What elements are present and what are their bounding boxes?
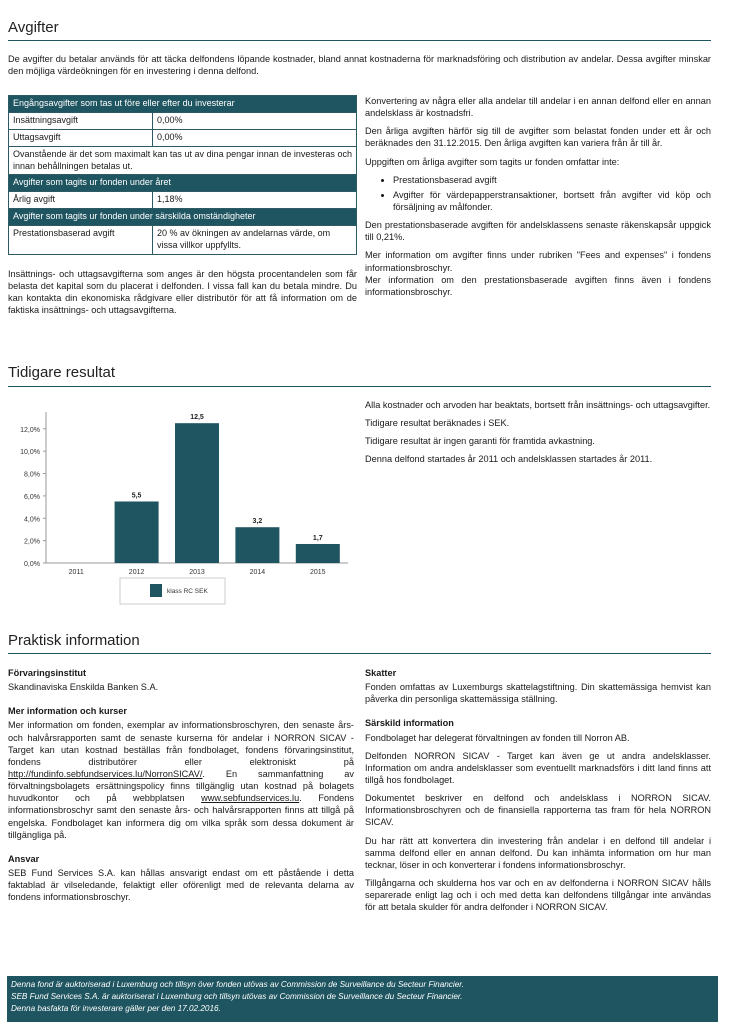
exit-fee-value: 0,00% (153, 129, 357, 146)
bar (175, 423, 219, 563)
bar (235, 527, 279, 563)
sebfundservices-link[interactable]: www.sebfundservices.lu (201, 793, 300, 804)
special-info-5: Tillgångarna och skulderna hos var och en av delfonderna i NORRON SICAV hålls separerade enligt lag och i och med detta kan delfondens tillgångar inte användas för att betala skulder för andra delfonder i NORRON SICAV. (365, 877, 711, 913)
costs-note: Alla kostnader och arvoden har beaktats, bortsett från insättnings- och uttagsavgifter. (365, 400, 711, 410)
x-tick-label: 2015 (310, 569, 326, 576)
data-label: 1,7 (312, 534, 323, 542)
conversion-note: Konvertering av några eller alla andelar till andelar i en annan delfond eller en annan andelsklass är kostnadsfri. (365, 96, 711, 119)
y-tick-label: 2,0% (24, 538, 40, 546)
legend-swatch (150, 584, 162, 597)
fees-below-table: Insättnings- och uttagsavgifterna som anges är den högsta procentandelen som får belasta det kapital som du placerat i delfonden. I vissa fall kan du betala mindre. Du kan kontakta din ekonomiska rådgivare eller distributör för att få information om de faktiska insättnings- och uttagsavgifterna. (8, 269, 357, 316)
footer-line: Denna fond är auktoriserad i Luxemburg och tillsyn över fonden utövas av Commission de Surveillance du Secteur Financier. (11, 980, 464, 989)
y-tick-label: 10,0% (20, 449, 40, 457)
depositary-heading: Förvaringsinstitut (8, 668, 87, 678)
depositary-name: Skandinaviska Enskilda Banken S.A. (8, 682, 159, 693)
oneoff-fees-header: Engångsavgifter som tas ut före eller efter du investerar (9, 96, 357, 113)
past-performance-text (365, 399, 711, 472)
fees-intro: De avgifter du betalar används för att täcka delfondens löpande kostnader, bland annat kostnaderna för marknadsföring och distribution av andelar. Dessa avgifter minskar den möjliga värdeökningen för en investering i denna delfond. (8, 54, 711, 77)
y-tick-label: 4,0% (24, 516, 40, 524)
more-info-part: . Fondens informationsbroschyr samt den senaste års- och halvårsrapporten finns att tillgå på engelska. Fondbolaget kan informera dig om vilka språk som dessa dokument är tillgängliga på. (8, 793, 354, 840)
more-info-heading: Mer information och kurser (8, 706, 127, 717)
section-title-fees: Avgifter (8, 19, 59, 36)
max-fee-note: Ovanstående är det som maximalt kan tas ut av dina pengar innan de investeras och innan behållningen betalas ut. (9, 146, 357, 175)
entry-fee-label: Insättningsavgift (9, 112, 153, 129)
no-guarantee-note: Tidigare resultat är ingen garanti för framtida avkastning. (365, 436, 595, 447)
excluded-intro: Uppgiften om årliga avgifter som tagits ur fonden omfattar inte: (365, 156, 620, 167)
annual-fee-value: 1,18% (153, 192, 357, 209)
fees-right-column (365, 95, 711, 304)
list-item: • Avgifter för värdepapperstransaktioner, bortsett från avgifter vid köp och försäljning av målfonder. (393, 189, 711, 213)
special-info-4: Du har rätt att konvertera din investering från andelar i en delfond till andelar i samma delfond eller en annan delfond. Du kan inhämta information om hur man tecknar, löser in och konverterar i fondens informationsbroschyr. (365, 835, 711, 870)
footer-line: Denna basfakta för investerare gäller per den 17.02.2016. (11, 1003, 221, 1013)
fundinfo-link[interactable]: http://fundinfo.sebfundservices.lu/NorronSICAV/ (8, 768, 203, 779)
liability-text: SEB Fund Services S.A. kan hållas ansvarigt endast om ett påstående i detta faktablad är vilseledande, felaktigt eller oförenligt med de relevanta delarna av fondens informationsbroschyr. (8, 867, 354, 903)
x-tick-label: 2012 (128, 569, 145, 576)
list-item: • Prestationsbaserad avgift (393, 174, 711, 186)
tax-heading: Skatter (365, 668, 397, 678)
more-info-part: . En sammanfattning av förvaltningsbolagets ersättningspolicy finns tillgänglig utan kostnad på bolagets huvudkontor och på webbplatsen (8, 768, 354, 804)
annual-fee-note: Den årliga avgiften härför sig till de avgifter som belastat fonden under ett år och beräknades den 31.12.2015. Den årliga avgiften kan variera från år till år. (365, 126, 711, 149)
section-divider (8, 386, 711, 387)
performance-fee-note: Den prestationsbaserade avgiften för andelsklassens senaste räkenskapsår uppgick till 0,21%. (365, 220, 711, 243)
y-tick-label: 8,0% (24, 471, 40, 479)
data-label: 3,2 (252, 518, 263, 526)
practical-left-column (8, 667, 354, 909)
excluded-list (365, 174, 711, 213)
performance-fee-label: Prestationsbaserad avgift (9, 226, 153, 255)
bar (296, 544, 340, 563)
more-info-text (8, 719, 354, 840)
annual-fees-header: Avgifter som tagits ur fonden under året (9, 175, 357, 192)
section-divider (8, 653, 711, 654)
data-label: 5,5 (131, 492, 142, 500)
special-info-3: Dokumentet beskriver en delfond och andelsklass i NORRON SICAV. Informationsbroschyren och de finansiella rapporterna tas fram för hela NORRON SICAV. (365, 793, 711, 828)
more-info-fees: Mer information om avgifter finns under rubriken "Fees and expenses" i fondens informationsbroschyr. (365, 250, 711, 273)
x-tick-label: 2013 (189, 569, 205, 576)
section-divider (8, 40, 711, 41)
footer-line: SEB Fund Services S.A. är auktoriserat i Luxemburg och tillsyn utövas av Commission de Surveillance du Secteur Financier. (11, 991, 463, 1001)
more-info-performance: Mer information om den prestationsbaserade avgiften finns även i fondens informationsbroschyr. (365, 274, 711, 297)
fees-table (8, 95, 357, 255)
section-title-practical: Praktisk information (8, 632, 140, 649)
footer (7, 976, 718, 1022)
special-fees-header: Avgifter som tagits ur fonden under särskilda omständigheter (9, 209, 357, 226)
section-title-past-performance: Tidigare resultat (8, 364, 115, 381)
practical-right-column (365, 667, 711, 919)
legend-label: klass RC SEK (167, 588, 208, 595)
y-tick-label: 12,0% (20, 426, 40, 434)
special-info-1: Fondbolaget har delegerat förvaltningen av fonden till Norron AB. (365, 732, 630, 743)
more-info-part: Mer information om fonden, exemplar av informationsbroschyren, den senaste års- och halvårsrapporten samt de senaste kurserna för andelar i NORRON SICAV - Target kan utan kostnad beställas från fondbolaget, fondens förvaringsinstitut, fondens distributörer eller elektroniskt på (8, 720, 354, 767)
exit-fee-label: Uttagsavgift (9, 129, 153, 146)
liability-heading: Ansvar (8, 853, 40, 864)
entry-fee-value: 0,00% (153, 112, 357, 129)
currency-note: Tidigare resultat beräknades i SEK. (365, 418, 510, 429)
start-date-note: Denna delfond startades år 2011 och andelsklassen startades år 2011. (365, 454, 653, 465)
past-performance-chart (8, 400, 358, 610)
x-tick-label: 2014 (249, 569, 266, 576)
bar (115, 501, 159, 563)
special-info-2: Delfonden NORRON SICAV - Target kan även ge ut andra andelsklasser. Information om andra andelsklasser som eventuellt marknadsförs i ditt land finns att tillgå hos fondbolaget. (365, 750, 711, 785)
bar-chart (8, 400, 358, 610)
special-info-heading: Särskild information (365, 718, 454, 729)
performance-fee-value: 20 % av ökningen av andelarnas värde, om vissa villkor uppfyllts. (153, 226, 357, 255)
y-tick-label: 6,0% (24, 493, 40, 501)
x-tick-label: 2011 (68, 569, 84, 576)
y-tick-label: 0,0% (24, 561, 40, 568)
annual-fee-label: Årlig avgift (9, 192, 153, 209)
data-label: 12,5 (190, 414, 204, 422)
tax-text: Fonden omfattas av Luxemburgs skattelagstiftning. Din skattemässiga hemvist kan påverka din personliga skattemässiga ställning. (365, 682, 711, 705)
